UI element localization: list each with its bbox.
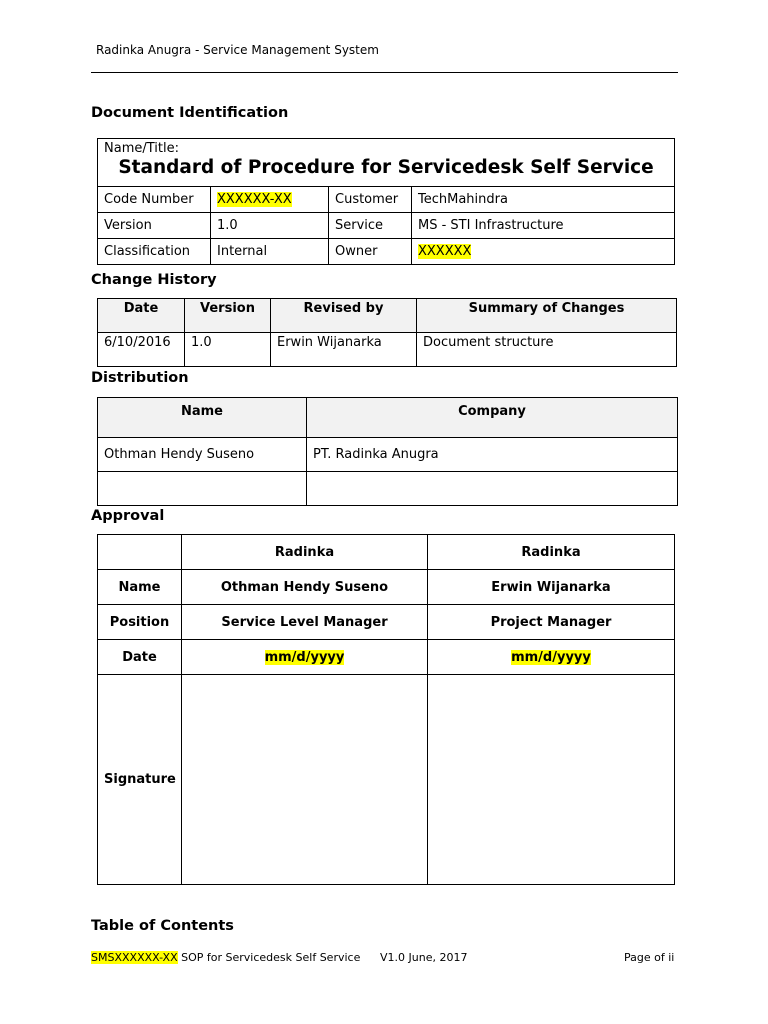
field-value	[211, 187, 329, 213]
section-title-distribution: Distribution	[91, 370, 189, 386]
section-title-toc: Table of Contents	[91, 918, 234, 934]
field-value: 1.0	[211, 213, 329, 239]
field-value: Internal	[211, 239, 329, 265]
table-row	[98, 675, 675, 885]
footer-page: Page of ii	[624, 951, 675, 964]
row-label: Position	[98, 605, 182, 640]
table-row	[98, 472, 678, 506]
section-title-change-history: Change History	[91, 272, 217, 288]
table-cell: Service Level Manager	[182, 605, 428, 640]
header-rule	[91, 72, 678, 73]
table-cell: Erwin Wijanarka	[428, 570, 675, 605]
code-number-value: XXXXXX-XX	[217, 192, 292, 207]
row-label: Date	[98, 640, 182, 675]
field-value	[412, 239, 675, 265]
column-header: Version	[185, 299, 271, 333]
table-row	[98, 605, 675, 640]
table-cell	[307, 472, 678, 506]
table-row	[98, 239, 675, 265]
table-row	[98, 438, 678, 472]
table-cell: Document structure	[417, 333, 677, 367]
row-label: Signature	[98, 675, 182, 885]
table-row	[98, 187, 675, 213]
column-header	[98, 535, 182, 570]
table-cell	[98, 472, 307, 506]
field-label: Version	[98, 213, 211, 239]
footer-code: SMSXXXXXX-XX	[91, 951, 178, 964]
distribution-table	[97, 397, 678, 506]
column-header: Company	[307, 398, 678, 438]
field-value: MS - STI Infrastructure	[412, 213, 675, 239]
table-cell	[182, 640, 428, 675]
table-cell: Erwin Wijanarka	[271, 333, 417, 367]
column-header: Revised by	[271, 299, 417, 333]
document-title: Standard of Procedure for Servicedesk Self Service	[118, 157, 654, 178]
field-value: TechMahindra	[412, 187, 675, 213]
footer-doc	[91, 951, 360, 964]
table-cell: 6/10/2016	[98, 333, 185, 367]
signature-box	[182, 675, 428, 885]
section-title-identification: Document Identification	[91, 105, 289, 121]
owner-value: XXXXXX	[418, 244, 472, 259]
table-row	[98, 333, 677, 367]
date-placeholder: mm/d/yyyy	[511, 649, 591, 665]
approval-table	[97, 534, 675, 885]
table-cell: Othman Hendy Suseno	[182, 570, 428, 605]
footer-version: V1.0 June, 2017	[380, 951, 468, 964]
title-cell	[98, 139, 675, 187]
column-header: Name	[98, 398, 307, 438]
table-cell: Othman Hendy Suseno	[98, 438, 307, 472]
footer-doc-title: SOP for Servicedesk Self Service	[177, 951, 361, 964]
name-title-label: Name/Title:	[104, 141, 179, 156]
identification-table	[97, 138, 675, 265]
table-row	[98, 213, 675, 239]
column-header: Summary of Changes	[417, 299, 677, 333]
signature-box	[428, 675, 675, 885]
table-row	[98, 640, 675, 675]
field-label: Code Number	[98, 187, 211, 213]
section-title-approval: Approval	[91, 508, 165, 524]
field-label: Owner	[329, 239, 412, 265]
column-header: Date	[98, 299, 185, 333]
field-label: Service	[329, 213, 412, 239]
change-history-table	[97, 298, 677, 367]
table-cell: Project Manager	[428, 605, 675, 640]
field-label: Customer	[329, 187, 412, 213]
table-row	[98, 570, 675, 605]
table-cell	[428, 640, 675, 675]
table-cell: 1.0	[185, 333, 271, 367]
page-header: Radinka Anugra - Service Management System	[96, 43, 379, 57]
date-placeholder: mm/d/yyyy	[264, 649, 345, 665]
column-header: Radinka	[182, 535, 428, 570]
column-header: Radinka	[428, 535, 675, 570]
row-label: Name	[98, 570, 182, 605]
field-label: Classification	[98, 239, 211, 265]
table-cell: PT. Radinka Anugra	[307, 438, 678, 472]
